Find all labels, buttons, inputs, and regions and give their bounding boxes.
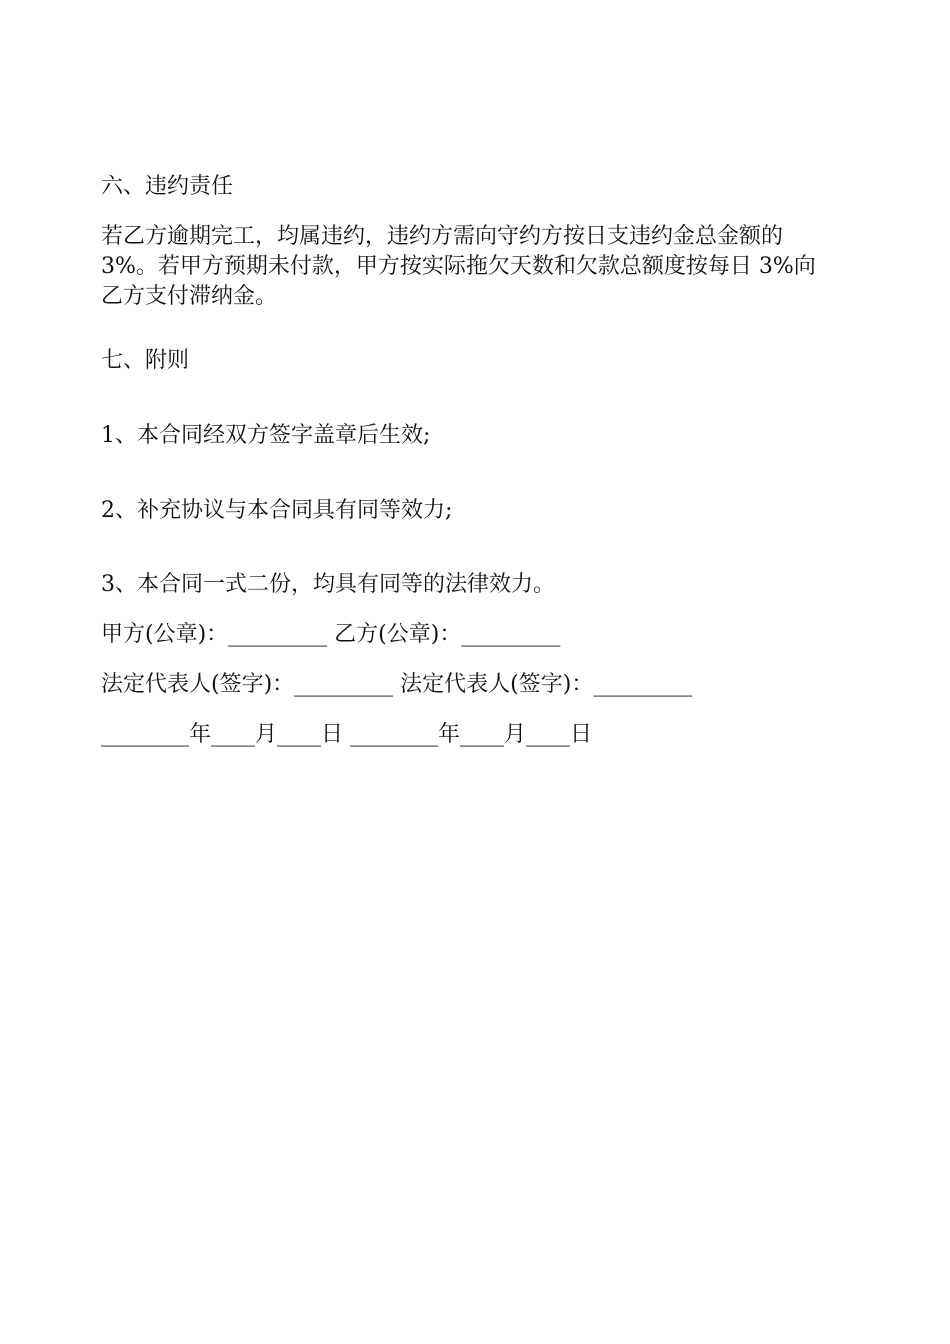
clause-1: 1、本合同经双方签字盖章后生效; [101, 423, 431, 448]
section6-text-line-2: 3%。若甲方预期未付款，甲方按实际拖欠天数和欠款总额度按每日 3%向 [101, 254, 816, 279]
section6-paragraph [101, 222, 871, 312]
section6-text-line-3: 乙方支付滞纳金。 [101, 284, 278, 309]
section6-title: 六、违约责任 [101, 174, 234, 199]
section7-title: 七、附则 [101, 348, 190, 373]
section6-text-line-1: 若乙方逾期完工，均属违约，违约方需向守约方按日支违约金总金额的 [101, 224, 784, 249]
seal-signature-line: 甲方(公章)：_________ 乙方(公章)：_________ [101, 622, 561, 647]
representative-signature-line: 法定代表人(签字)：_________ 法定代表人(签字)：_________ [101, 672, 693, 697]
clause-3: 3、本合同一式二份，均具有同等的法律效力。 [101, 572, 555, 597]
clause-2: 2、补充协议与本合同具有同等效力; [101, 498, 453, 523]
date-line: ________年____月____日 ________年____月____日 [101, 722, 592, 747]
